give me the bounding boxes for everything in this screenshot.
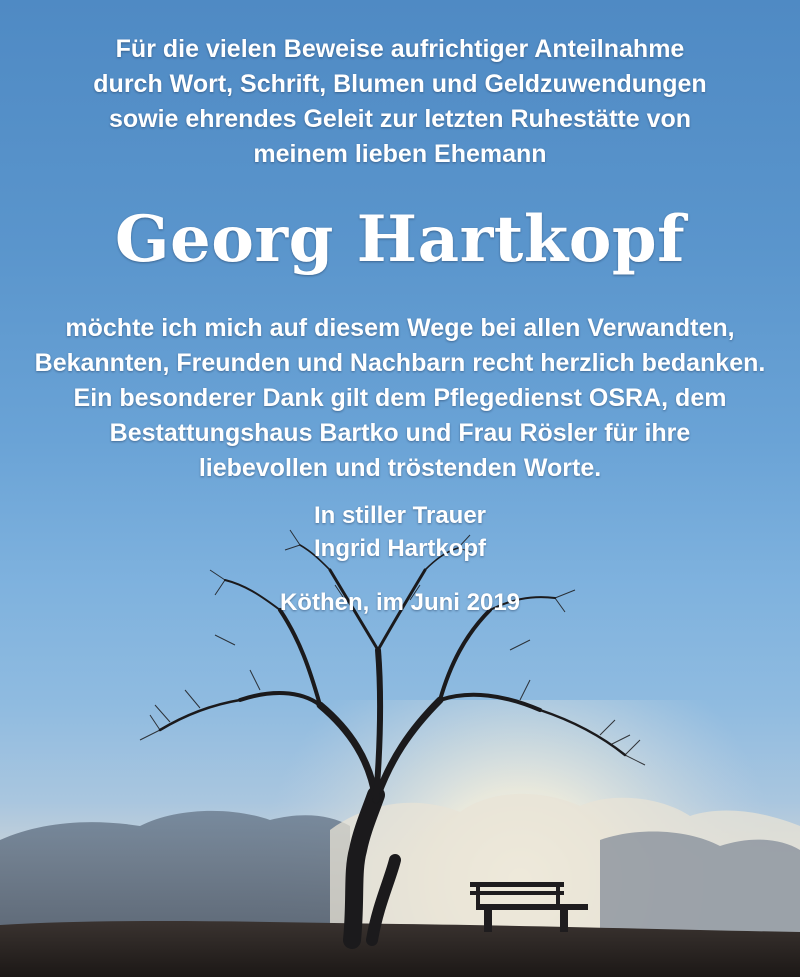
thanks-line: Ein besonderer Dank gilt dem Pflegedienst OSRA, dem [73, 384, 727, 412]
thanks-line: liebevollen und tröstenden Worte. [198, 454, 602, 482]
thanks-line: Bekannten, Freunden und Nachbarn recht herzlich bedanken. [34, 349, 766, 377]
intro-line: Für die vielen Beweise aufrichtiger Anteilnahme [115, 35, 685, 63]
intro-line: durch Wort, Schrift, Blumen und Geldzuwendungen [93, 70, 707, 98]
cloud-bank-dark [0, 811, 350, 940]
signatory-name: Ingrid Hartkopf [314, 535, 486, 562]
intro-text [0, 32, 800, 172]
place-date: Köthen, im Juni 2019 [279, 589, 521, 616]
intro-line: sowie ehrendes Geleit zur letzten Ruhestätte von [108, 105, 692, 133]
thanks-line: Bestattungshaus Bartko und Frau Rösler für ihre [109, 419, 691, 447]
thanks-line: möchte ich mich auf diesem Wege bei allen Verwandten, [65, 314, 735, 342]
deceased-name: Georg Hartkopf [114, 202, 686, 277]
intro-line: meinem lieben Ehemann [253, 140, 547, 168]
cloud-bank-shadow [600, 831, 800, 940]
thanks-text [0, 311, 800, 486]
mourning-phrase: In stiller Trauer [313, 502, 487, 529]
signature [0, 499, 800, 565]
